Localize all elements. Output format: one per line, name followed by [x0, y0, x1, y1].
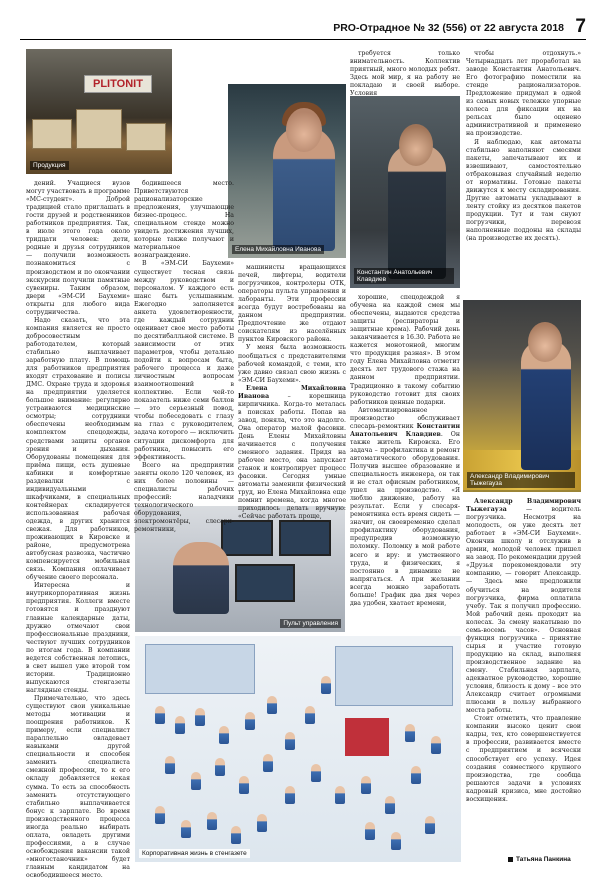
newspaper-header	[20, 18, 586, 40]
text-column-2	[134, 180, 234, 534]
photo-caption-klavdiev: Константин Анатольевич Клавдиев	[354, 268, 454, 284]
paragraph: Автоматизированное производство обслуживает слесарь-ремонтник Константин Анатольевич Клавдиев. Он также житель Кировска. Его задача – профилактика и ремонт автоматического оборудования. Получив высшее образование и специальность инженера, он так и не стал офисным работником, ушел на производство. «Я люблю движение, работу на результат. Если у слесаря-ремонтника есть время сидеть — значит, он своевременно сделал профилактику оборудования, предупредив возможную поломку. Поломку в мой работе всего и вру: и умственного труда, и физических, я постоянно в динамике не напрягаться. А при желании всегда можно заработать больше! График два дня через два удобен, хватает времени,	[350, 406, 460, 607]
issue-title: PRO-Отрадное № 32 (556) от 22 августа 2018	[333, 22, 564, 34]
paragraph: Александр Владимирович Тыжегауза — водитель погрузчика. Несмотря на молодость, он уже десять лет работает в «ЭМ-СИ Баухеми». Окончив школу и отслужив в армии, молодой человек пришел на завод. По рекомендации друзей «Друзья порекомендовали эту компанию, — говорит Александр. — Здесь мне предложили обучиться на водителя погрузчика, фирма оплатила учебу. Так я получил профессию. Мой рабочий день проходит на колесах. За смену накатываю по семь-восемь часов». Основная функция погрузчика – принятие сырья и участие готовую продукцию на склад, выполняя производственное задание на смену. Стабильная зарплата, адекватное руководство, хорошие условия, близость к дому – все это Александр считает огромными плюсами в пользу выбранного места работы.	[466, 498, 581, 715]
paragraph: дений. Учащиеся вузов могут участвовать в программе «МС-студент». Доброй традицией стало приглашать в гости друзей и родственников работников предприятия. Так, в июле этого года около тридцати человек: дети, родные и друзья сотрудников — получили возможность познакомиться с производством и по окончании экскурсии получили памятные сувениры. Таким образом, двери «ЭМ-СИ Баухеми» открыты для любого вида сотрудничества.	[26, 180, 130, 316]
plitonit-logo: PLITONIT	[84, 75, 152, 93]
text-column-4-top	[350, 50, 460, 98]
article-author	[508, 856, 571, 863]
paragraph: чтобы отдохнуть.» Четырнадцать лет проработал на заводе Константин Анатольевич. Его фотографию поместили на стенде рационализаторов. Предложение придумал в одной из самых новых тележке упорные колеса для фиксации их на рельсах было оценено административной и применено на производстве.	[466, 50, 581, 138]
text-column-5	[466, 50, 581, 294]
corporate-life-photo	[135, 636, 461, 862]
paragraph: Примечательно, что здесь существуют свои уникальные методы мотивации и поощрения работников. К примеру, если специалист параллельно овладевает навыками другой специальности и способен заменить специалиста смежной профессии, то к его окладу добавляется некая сумма. То есть за способность заменить отсутствующего стабильно выплачивается бонус к зарплате. Во время производственного процесса иногда реально выбирать оплата, овладеть другими профессиями, а в случае освобождения вакансии такой «многостаночник» будет главным кандидатом на освободившееся место.	[26, 695, 130, 880]
tyzhegauza-photo	[463, 300, 581, 492]
text-column-5-bottom	[466, 498, 581, 850]
paragraph: Я наблюдаю, как автоматы стабильно наполняют смесями пакеты, запечатывают их и взвешивают, самостоятельно отбраковывая случайный неделю от нормативы. Готовые пакеты движутся к месту складирования. Другие автоматы укладывают в ленту стойку из десятков пакетов продукции. Тут и там снуют погрузчики, перевозя наполненные поддоны на склады (на производстве их десять).	[466, 138, 581, 243]
paragraph: машинисты вращающихся печей, лифтеры, водители погрузчиков, контролеры ОТК, операторы пульта управления и лаборанты. Эти профессии всегда будут востребованы на данном предприятии. Предпочтение же отдают соискателям из населённых пунктов Кировского района.	[238, 264, 346, 344]
photo-caption-production: Продукция	[30, 161, 69, 170]
paragraph: бодившееся место. Приветствуются рационализаторские предложения, улучшающие бизнес-процесс. На специальном стенде можно увидеть достижения лучших, которые также получают и материальное вознаграждение.	[134, 180, 234, 260]
paragraph: требуется только внимательность. Коллектив приятный, много молодых ребят. Здесь мой мир, я на работу не покладаю и своей выборе. Условия	[350, 50, 460, 98]
paragraph: Интересна и внутрикорпоративная жизнь предприятия. Коллеги вместе готовятся и празднуют главные календарные даты, дружно отмечают свои профессиональные праздники, чествуют лучших сотрудников по итогам года. В компании ведется собственная летопись, в свет вышел уже второй том истории. Традиционно выпускаются стенгазеты наглядные стенды.	[26, 582, 130, 694]
bullet-square-icon	[508, 857, 513, 862]
photo-caption-ivanova: Елена Михайловна Иванова	[232, 245, 324, 254]
page-number: 7	[575, 16, 586, 37]
paragraph: Надо сказать, что эта компания является не просто добросовестным работодателем, который стабильно выплачивает заработную плату. В помощь для работников предприятия входят страхование и полисы ДМС. Охране труда и здоровья на предприятии уделяется большое внимание: регулярно устраиваются медицинские осмотры; сотрудники обеспечены необходимым комплектом спецодежды, средствами защиты органов зрения и дыхания. Оборудованы помещения для приёма пищи, есть душевые кабинки и комфортные раздевалки с индивидуальными шкафчиками, в специальных контейнерах складируется использованная рабочая одежда, в других хранится свежая. Для работников, проживающих в Кировске и районе, предусмотрена автобусная развозка, частично компенсируется мобильная связь. Компания оплачивает обучение своего персонала.	[26, 316, 130, 582]
klavdiev-photo	[350, 96, 460, 288]
paragraph: хорошие, спецодеждой я обучена на каждой смен мы обеспечены, выдаются средства защиты (респираторы и защитные крема). Рабочий день заканчивается в 16.30. Работа не кажется монотонной, многим что продукция разная». В этом году Елена Михайловна отметит десять лет трудового стажа на данном предприятии. Традиционно в такому событию руководство готовит для своих работников ценные подарки.	[350, 294, 460, 406]
photo-caption-control: Пульт управления	[280, 619, 341, 628]
paragraph: В «ЭМ-СИ Баухеми» существует тесная связь между руководством и персоналом. У каждого есть шанс быть услышанным. Ежегодно заполняется анкета удовлетворенности, где каждый сотрудник оценивает свое место работы по десятибалльной системе. В зависимости от этих параметров, чтобы детально подойти к вопросам быта, рабочего процесса и даже личностным вопросам взаимоотношений в коллективе. Если чей-то показатель ниже семи баллов — это серьезный повод, чтобы побеседовать с глазу на глаз с руководителем, задача которого — исключить ситуации дискомфорта для работника, повысить его эффективность.	[134, 260, 234, 461]
text-column-3	[238, 264, 346, 521]
author-name: Татьяна Панкина	[516, 856, 571, 863]
paragraph: У меня была возможность пообщаться с представителями рабочей командой, с теми, кто уже давно связал свою жизнь с «ЭМ-СИ Баухеми».	[238, 344, 346, 384]
ivanova-photo	[228, 84, 346, 258]
photo-caption-tyzhegauza: Александр Владимирович Тыжегауза	[467, 472, 575, 488]
production-photo	[26, 49, 172, 174]
text-column-1	[26, 180, 130, 880]
paragraph: Елена Михайловна Иванова – корешница кирпичника. Когда-то металась в поисках работы. Попав на завод, поняла, что это надолго. Она оператор малой фасовки. День Елены Михайловны начинается с получения сменного задания. Придя на рабочее место, она запускает станок и контролирует процесс фасовки. Сегодня умные автоматы заменили физический труд, но Елена Михайловна еще помнит времена, когда многое приходилось делать вручную: «Сейчас работать проще,	[238, 384, 346, 521]
paragraph: Стоит отметить, что правление компании высоко ценит свои кадры, тех, кто совершенствуется в профессии, развивается вместе с предприятием и всячески способствует его успеху. Идея создания совместного крупного производства, где сообща решаются задачи в условиях кадровый кризиса, мне достойно восхищения.	[466, 715, 581, 803]
text-column-4	[350, 294, 460, 632]
photo-caption-corporate: Корпоративная жизнь в стенгазете	[139, 849, 250, 858]
paragraph: Всего на предприятии заняты около 120 человек, из них более половины — специалисты рабочих профессий: наладчики технологического оборудования, электромонтёры, слесари-ремонтники,	[134, 461, 234, 534]
